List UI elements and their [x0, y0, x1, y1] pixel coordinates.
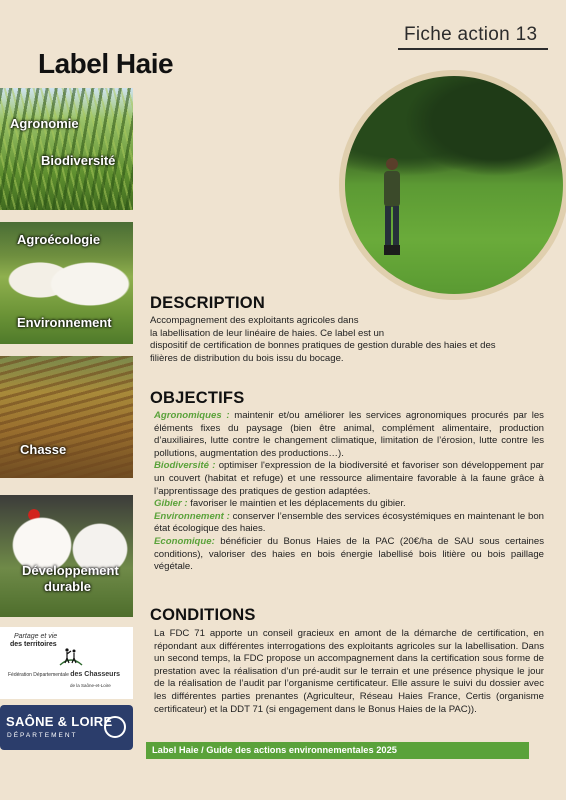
objectif-environnement: Environnement : conserver l’ensemble des services écosystémiques en maintenant le bon état écologique des haies. — [154, 510, 544, 535]
description-line: filières de distribution du bois issu du bocage. — [150, 352, 344, 364]
objectifs-heading: OBJECTIFS — [150, 389, 245, 407]
sidebar-label-agronomie: Agronomie — [10, 116, 79, 131]
description-line: la labellisation de leur linéaire de haies. Ce label est un — [150, 327, 385, 339]
fiche-number: Fiche action 13 — [404, 24, 538, 45]
objectifs-list — [154, 410, 544, 574]
sidebar-label-chasse: Chasse — [20, 442, 67, 457]
description-heading: DESCRIPTION — [150, 294, 265, 312]
corn-field-image — [0, 88, 133, 210]
fdc-logo-line4: de la Saône-et-Loire — [70, 683, 111, 688]
hunters-icon — [58, 645, 84, 667]
fiche-underline — [398, 48, 548, 50]
description-line: Accompagnement des exploitants agricoles dans — [150, 315, 359, 326]
objectif-economique: Economique: bénéficier du Bonus Haies de la PAC (20€/ha de SAU sous certaines conditions), valoriser des haies en bois énergie labellisé bois litière ou bois paillage végétale. — [154, 535, 544, 573]
sl-logo-name: SAÔNE & LOIRE — [6, 714, 113, 729]
sidebar-label-durable: durable — [44, 579, 91, 594]
objectif-agronomiques: Agronomiques : maintenir et/ou améliorer les services agronomiques procurés par les éléments fixes du paysage (bien être animal, complément alimentaire, production d’auxiliaires, lutte contre le changement climatique, limitation de l’érosion, lutte contre les pollutions, augmentation des productions…). — [154, 410, 544, 459]
description-text — [150, 315, 540, 365]
conditions-heading: CONDITIONS — [150, 606, 256, 624]
hedge-photo — [339, 70, 566, 300]
fdc-logo-line2: des territoires — [10, 641, 57, 648]
cows-image — [0, 222, 133, 344]
person-icon — [381, 156, 403, 264]
sidebar-label-biodiversite: Biodiversité — [41, 153, 116, 168]
sl-logo-subtitle: DÉPARTEMENT — [7, 732, 78, 739]
fdc-logo-line3: Fédération Départementale des Chasseurs — [8, 671, 121, 678]
sidebar-label-developpement: Développement — [22, 563, 119, 578]
sidebar-label-agroecologie: Agroécologie — [17, 232, 101, 247]
conditions-text: La FDC 71 apporte un conseil gracieux en amont de la démarche de certification, en répondant aux différentes interrogations des exploitants agricoles sur la labellisation. Dans un second temps, la FDC propose un accompagnement dans la certification sous forme de prestation avec la réalisation d’un pré-audit sur le terrain et une présence physique le jour de la réalisation de l’audit par l’organisme certificateur. Elle assure le suivi du dossier avec les différentes parties prenantes (Agriculteur, Réseau Haies France, Certis (organisme certificateur) et la DDT 71 (si engagement dans le Bonus Haies de la PAC)). — [154, 628, 544, 715]
sl-71-icon — [104, 716, 126, 738]
page-title: Label Haie — [38, 48, 174, 79]
plowed-field-image — [0, 356, 133, 478]
sidebar-label-environnement: Environnement — [17, 315, 112, 330]
fdc-logo — [0, 627, 133, 699]
hens-image — [0, 495, 133, 617]
objectif-biodiversite: Biodiversité : optimiser l'expression de la biodiversité et favoriser son développement par un couvert (habitat et refuge) et une ressource alimentaire favorable à la faune grâce à l’apprentissage des pratiques de gestion adaptées. — [154, 460, 544, 497]
fdc-logo-line1: Partage et vie — [14, 633, 58, 640]
objectif-gibier: Gibier : favoriser le maintien et les déplacements du gibier. — [154, 498, 406, 510]
saone-et-loire-logo — [0, 705, 133, 750]
description-line: dispositif de certification de bonnes pratiques de gestion durable des haies et des — [150, 340, 496, 352]
footer-text: Label Haie / Guide des actions environnementales 2025 — [152, 745, 397, 755]
